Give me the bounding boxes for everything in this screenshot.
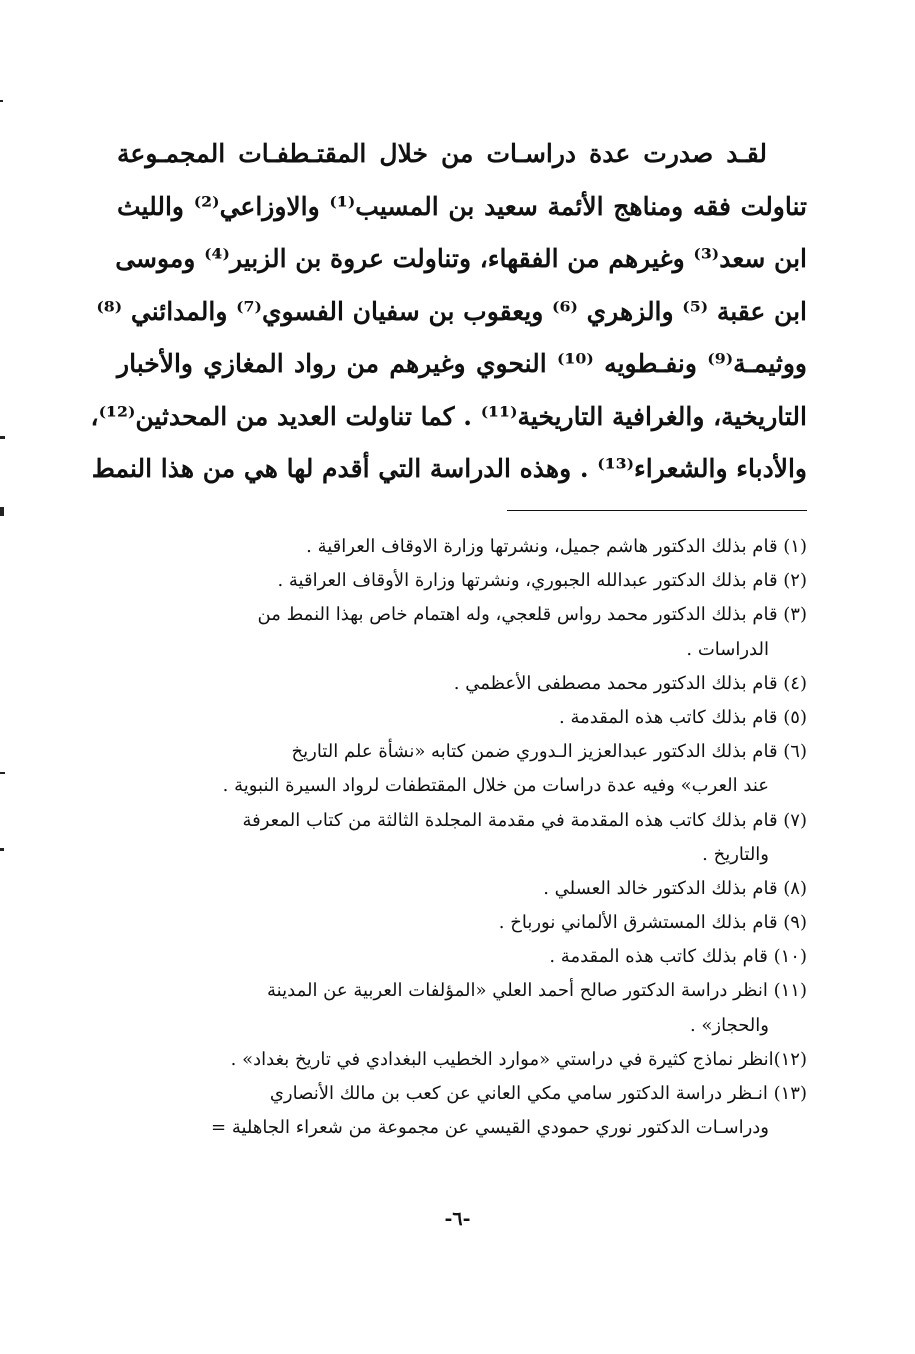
body-line: ووثيمـة⁽⁹⁾ ونفـطويه ⁽¹⁰⁾ النحوي وغيرهم من رواد المغازي والأخبار bbox=[117, 349, 807, 378]
body-line: والأدباء والشعراء⁽¹³⁾ . وهذه الدراسة التي أقدم لها هي من هذا النمط bbox=[91, 454, 807, 483]
scan-mark bbox=[0, 848, 4, 851]
footnote-line: (٦) قام بذلك الدكتور عبدالعزيز الـدوري ضمن كتابه «نشأة علم التاريخ bbox=[291, 741, 807, 763]
body-line: لقـد صدرت عدة دراسـات من خلال المقتـطفـات المجمـوعة bbox=[117, 139, 767, 168]
footnote-line: (٥) قام بذلك كاتب هذه المقدمة . bbox=[559, 706, 807, 728]
footnote-line: (١٠) قام بذلك كاتب هذه المقدمة . bbox=[549, 946, 807, 968]
footnote-continuation: ودراسـات الدكتور نوري حمودي القيسي عن مجموعة من شعراء الجاهلية = bbox=[211, 1117, 769, 1139]
page-number: -٦- bbox=[444, 1208, 471, 1230]
footnote-separator bbox=[507, 510, 807, 511]
footnote-line: (١٣) انـظر دراسة الدكتور سامي مكي العاني عن كعب بن مالك الأنصاري bbox=[269, 1083, 807, 1104]
footnote-line: (١) قام بذلك الدكتور هاشم جميل، ونشرتها وزارة الاوقاف العراقية . bbox=[306, 536, 807, 557]
scan-mark bbox=[0, 772, 5, 774]
body-line: ابن سعد⁽³⁾ وغيرهم من الفقهاء، وتناولت عروة بن الزبير⁽⁴⁾ وموسى bbox=[115, 244, 807, 273]
body-line: التاريخية، والغرافية التاريخية⁽¹¹⁾ . كما تناولت العديد من المحدثين⁽¹²⁾، bbox=[90, 401, 807, 431]
scan-mark bbox=[0, 436, 5, 439]
main-paragraph bbox=[90, 128, 807, 496]
footnote-line: (٩) قام بذلك المستشرق الألماني نورباخ . bbox=[498, 912, 807, 934]
footnotes bbox=[117, 530, 807, 1145]
footnote-continuation: الدراسات . bbox=[686, 638, 769, 660]
scan-mark bbox=[0, 507, 4, 516]
footnote-line: (١٢)انظر نماذج كثيرة في دراستي «موارد الخطيب البغدادي في تاريخ بغداد» . bbox=[230, 1048, 807, 1070]
footnote-line: (١١) انظر دراسة الدكتور صالح أحمد العلي «المؤلفات العربية عن المدينة bbox=[267, 980, 807, 1002]
footnote-continuation: والحجاز» . bbox=[689, 1014, 769, 1036]
footnote-continuation: عند العرب» وفيه عدة دراسات من خلال المقتطفات لرواد السيرة النبوية . bbox=[222, 775, 769, 797]
body-line: ابن عقبة ⁽⁵⁾ والزهري ⁽⁶⁾ ويعقوب بن سفيان الفسوي⁽⁷⁾ والمدائني ⁽⁸⁾ bbox=[96, 296, 807, 326]
scan-mark bbox=[0, 100, 3, 102]
footnote-line: (٨) قام بذلك الدكتور خالد العسلي . bbox=[543, 877, 807, 899]
body-line: تناولت فقه ومناهج الأئمة سعيد بن المسيب⁽¹⁾ والاوزاعي⁽²⁾ والليث bbox=[117, 191, 807, 221]
footnote-line: (٧) قام بذلك كاتب هذه المقدمة في مقدمة المجلدة الثالثة من كتاب المعرفة bbox=[242, 809, 807, 831]
footnote-continuation: والتاريخ . bbox=[702, 843, 769, 865]
footnote-line: (٢) قام بذلك الدكتور عبدالله الجبوري، ونشرتها وزارة الأوقاف العراقية . bbox=[277, 570, 807, 592]
footnote-line: (٣) قام بذلك الدكتور محمد رواس قلعجي، وله اهتمام خاص بهذا النمط من bbox=[257, 604, 807, 626]
footnote-line: (٤) قام بذلك الدكتور محمد مصطفى الأعظمي . bbox=[453, 672, 807, 694]
